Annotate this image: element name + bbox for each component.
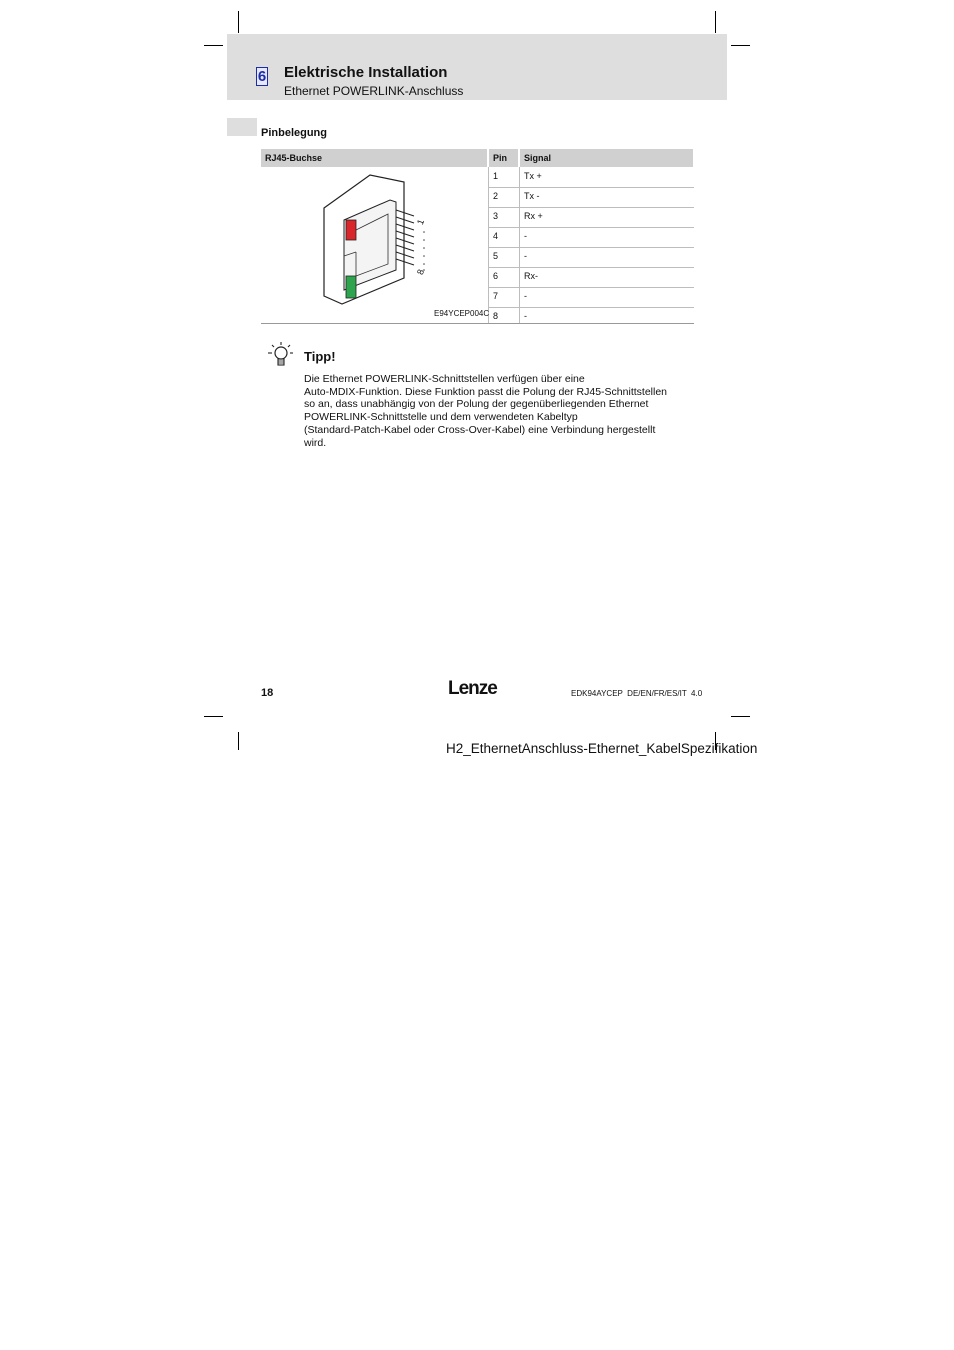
- table-row: 8: [493, 311, 499, 321]
- chapter-number: 6: [257, 68, 267, 85]
- table-row: -: [524, 291, 527, 301]
- crop-mark: [204, 45, 223, 46]
- table-row: -: [524, 311, 527, 321]
- chapter-title: Elektrische Installation: [284, 64, 448, 81]
- tip-title: Tipp!: [304, 349, 336, 364]
- tip-body: [304, 373, 694, 449]
- crop-mark: [238, 11, 239, 33]
- figure-caption: E94YCEP004C: [434, 309, 490, 318]
- lenze-logo: Lenze: [448, 678, 497, 699]
- table-header-pin: Pin: [489, 149, 518, 167]
- table-bottom-rule: [261, 323, 694, 324]
- lightbulb-icon: [266, 341, 294, 369]
- file-label: H2_EthernetAnschluss-Ethernet_KabelSpezifikation: [446, 741, 758, 756]
- table-header-signal: Signal: [520, 149, 693, 167]
- margin-marker: [227, 118, 257, 136]
- table-row: Rx-: [524, 271, 538, 281]
- crop-mark: [731, 716, 750, 717]
- tip-line: Die Ethernet POWERLINK-Schnittstellen verfügen über eine: [304, 373, 585, 385]
- section-title: Pinbelegung: [261, 127, 327, 139]
- rj45-socket-illustration: [318, 170, 438, 310]
- figure-pin-label-last: 8: [414, 267, 427, 277]
- activity-led-green: [346, 276, 356, 298]
- tip-line: (Standard-Patch-Kabel oder Cross-Over-Kabel) eine Verbindung hergestellt: [304, 423, 656, 436]
- table-row: Tx +: [524, 171, 542, 181]
- tip-line: Auto-MDIX-Funktion. Diese Funktion passt die Polung der RJ45-Schnittstellen: [304, 385, 668, 398]
- table-row: 2: [493, 191, 499, 201]
- table-row: -: [524, 251, 527, 261]
- tip-line: POWERLINK-Schnittstelle und dem verwendeten Kabeltyp: [304, 411, 578, 424]
- table-row: Tx -: [524, 191, 540, 201]
- tip-line: wird.: [304, 436, 327, 449]
- document-id: EDK94AYCEP DE/EN/FR/ES/IT 4.0: [571, 689, 703, 698]
- table-row: 4: [493, 231, 499, 241]
- table-row: 7: [493, 291, 499, 301]
- crop-mark: [731, 45, 750, 46]
- table-row: 6: [493, 271, 499, 281]
- table-row: 3: [493, 211, 499, 221]
- crop-mark: [715, 11, 716, 33]
- tip-line: so an, dass unabhängig von der Polung der gegenüberliegenden Ethernet: [304, 398, 649, 411]
- table-row: 1: [493, 171, 499, 181]
- page-number: 18: [261, 687, 274, 699]
- link-led-red: [346, 220, 356, 240]
- table-row: Rx +: [524, 211, 543, 221]
- chapter-subtitle: Ethernet POWERLINK-Anschluss: [284, 84, 464, 98]
- table-header-connector: RJ45-Buchse: [261, 149, 487, 167]
- table-row: -: [524, 231, 527, 241]
- table-row: 5: [493, 251, 499, 261]
- figure-pin-label-first: 1: [414, 217, 427, 227]
- crop-mark: [238, 732, 239, 750]
- crop-mark: [204, 716, 223, 717]
